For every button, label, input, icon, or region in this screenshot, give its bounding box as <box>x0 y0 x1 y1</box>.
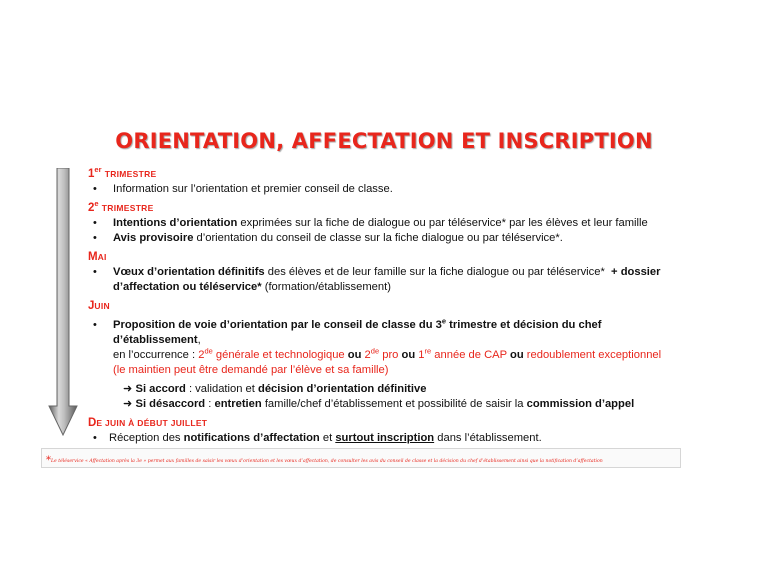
item-red: (le maintien peut être demandé par l’élève et sa famille) <box>113 364 389 376</box>
list-item <box>88 231 688 246</box>
section-heading-juin <box>88 299 688 314</box>
item-text: : <box>205 398 215 410</box>
heading-superscript: er <box>94 165 102 175</box>
item-red: 1 <box>415 349 425 361</box>
item-bold: Si désaccord <box>135 398 206 410</box>
item-bold: commission d’appel <box>526 398 635 410</box>
item-text: Information sur l’orientation et premier conseil de classe. <box>113 183 393 195</box>
item-bold-underlined: surtout inscription <box>335 432 435 444</box>
heading-text: E JUIN À DÉBUT JUILLET <box>96 418 208 428</box>
item-bold: + dossier <box>611 266 661 278</box>
item-bold: décision d’orientation définitive <box>258 383 427 395</box>
section-heading-juillet <box>88 416 688 431</box>
item-text: (formation/établissement) <box>261 281 391 293</box>
item-red: 2 <box>361 349 371 361</box>
list-trimestre-1 <box>88 182 688 197</box>
heading-text: AI <box>97 252 107 262</box>
item-red: générale et technologique <box>212 349 348 361</box>
right-arrow-icon: ➜ <box>123 398 133 410</box>
list-juillet <box>88 431 688 446</box>
item-bold: Vœux d’orientation définitifs <box>113 266 265 278</box>
heading-number: 2 <box>88 202 95 214</box>
footnote-star: * <box>46 455 51 466</box>
item-bold: notifications d’affectation <box>183 432 320 444</box>
list-item <box>88 265 688 295</box>
page-title: ORIENTATION, AFFECTATION ET INSCRIPTION <box>115 129 653 153</box>
sub-item-desaccord <box>88 397 688 412</box>
item-bold: Avis provisoire <box>113 232 194 244</box>
item-bold: entretien <box>214 398 262 410</box>
heading-initial: D <box>88 417 97 429</box>
item-text: des élèves et de leur famille sur la fiche dialogue ou par téléservice* <box>264 266 612 278</box>
item-bold: Si accord <box>135 383 186 395</box>
item-bold: d’affectation ou téléservice* <box>113 281 262 293</box>
item-text: dans l’établissement. <box>434 432 542 444</box>
item-bold: ou <box>510 349 524 361</box>
item-bold: Intentions d’orientation <box>113 217 238 229</box>
item-text: d’orientation du conseil de classe sur la fiche dialogue ou par téléservice*. <box>193 232 563 244</box>
superscript: re <box>424 346 432 356</box>
heading-initial: M <box>88 251 98 263</box>
item-bold: trimestre et décision du chef d’établissement <box>113 319 602 346</box>
list-item <box>88 318 688 378</box>
superscript: e <box>441 316 447 326</box>
heading-superscript: e <box>94 199 99 209</box>
timeline-content <box>88 167 688 450</box>
superscript: de <box>204 346 213 356</box>
heading-text: TRIMESTRE <box>104 169 157 179</box>
item-text: et <box>319 432 336 444</box>
item-red: année de CAP <box>431 349 510 361</box>
item-red: redoublement exceptionnel <box>523 349 662 361</box>
item-text: famille/chef d’établissement et possibilité de saisir la <box>261 398 527 410</box>
heading-initial: J <box>88 300 95 312</box>
list-item <box>88 182 688 197</box>
list-juin <box>88 318 688 378</box>
heading-text: TRIMESTRE <box>101 203 154 213</box>
list-item <box>88 216 688 231</box>
superscript: de <box>370 346 380 356</box>
heading-text: UIN <box>94 301 110 311</box>
heading-number: 1 <box>88 168 95 180</box>
down-arrow-icon <box>48 168 78 436</box>
item-text: , <box>197 334 201 346</box>
list-trimestre-2 <box>88 216 688 246</box>
item-bold: ou <box>401 349 416 361</box>
item-red: 2 <box>198 349 205 361</box>
section-heading-trimestre-2 <box>88 201 688 216</box>
item-text: Réception des <box>109 432 184 444</box>
footnote-text: Le téléservice « Affectation après la 3e » permet aux familles de saisir les vœux d’orientation et les vœux d’affectation, de consulter les avis du conseil de classe et la décision du chef d’établissement ainsi que la notification d’affectation <box>51 459 603 464</box>
footnote <box>41 448 681 468</box>
section-heading-mai <box>88 250 688 265</box>
list-item <box>88 431 688 446</box>
list-mai <box>88 265 688 295</box>
right-arrow-icon: ➜ <box>123 383 133 395</box>
item-text: : validation et <box>185 383 258 395</box>
section-heading-trimestre-1 <box>88 167 688 182</box>
item-text: en l’occurrence : <box>113 349 199 361</box>
item-bold: ou <box>347 349 362 361</box>
item-text: exprimées sur la fiche de dialogue ou par téléservice* par les élèves et leur famille <box>237 217 648 229</box>
item-red: pro <box>379 349 402 361</box>
item-bold: Proposition de voie d’orientation par le conseil de classe du 3 <box>113 319 442 331</box>
sub-item-accord <box>88 382 688 397</box>
